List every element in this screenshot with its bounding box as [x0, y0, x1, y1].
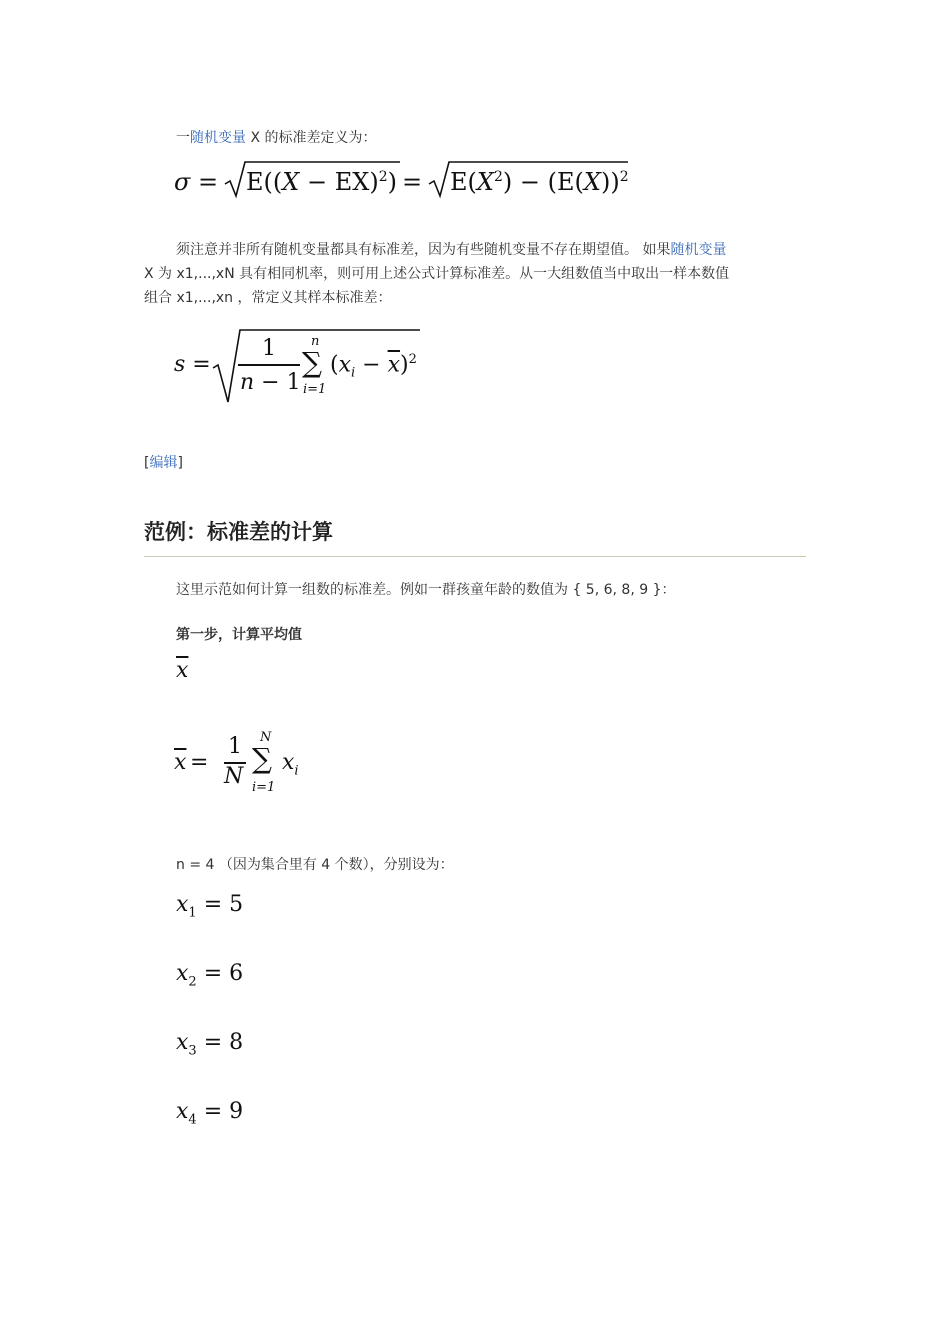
var-x-i: x: [282, 750, 295, 775]
paren-close-4: ): [400, 352, 409, 378]
sub-1: 1: [188, 905, 197, 921]
var-x2: x: [176, 961, 189, 986]
square-exp-4: 2: [408, 352, 417, 367]
ex-term: EX: [334, 168, 370, 196]
expectation-e-2: E(: [450, 168, 477, 196]
edit-section: [144, 451, 183, 475]
fraction-numerator: 1: [262, 336, 276, 361]
sub-2: 2: [188, 974, 197, 990]
var-x: X: [282, 168, 300, 196]
intro-prefix: 一: [176, 130, 190, 146]
square-exp-3: 2: [619, 169, 629, 185]
fraction-num-2: 1: [228, 734, 242, 759]
square-exp-2: 2: [493, 169, 503, 185]
minus-sign-2: −: [355, 352, 388, 378]
sigma-symbol: σ =: [174, 168, 219, 196]
sum-upper: n: [311, 334, 320, 349]
sum-lower: i=1: [303, 382, 327, 397]
paren-close-3: )): [600, 168, 620, 196]
paren-close: ): [369, 168, 379, 196]
random-variable-link[interactable]: 随机变量: [190, 130, 246, 146]
s-symbol: s =: [174, 352, 211, 377]
x-bar-3: $\overline{x}$: [174, 750, 187, 775]
x-bar-symbol: [176, 658, 188, 683]
bracket-close: ]: [177, 455, 183, 471]
sum-lower-2: i=1: [252, 780, 276, 795]
mean-formula: [174, 730, 334, 800]
intro-line: [176, 126, 377, 150]
value-row: [176, 961, 243, 989]
intro-suffix: X 的标准差定义为：: [246, 130, 377, 146]
value-row: [176, 892, 243, 920]
sub-i: i: [351, 365, 356, 381]
value-x2: 6: [229, 961, 244, 986]
equals-sign-2: =: [190, 750, 209, 775]
minus-term: ) − (: [502, 168, 557, 196]
expectation-e: E: [246, 168, 264, 196]
equals-x4: =: [196, 1099, 230, 1124]
sum-upper-2: N: [260, 730, 272, 745]
var-x1: x: [176, 892, 189, 917]
minus-sign: −: [299, 168, 335, 196]
para2-text: 须注意并非所有随机变量都具有标准差，因为有些随机变量不存在期望值。 如果: [176, 242, 671, 258]
equals-x2: =: [196, 961, 230, 986]
equals-sign: =: [402, 168, 423, 196]
bracket-open: [: [144, 455, 150, 471]
edit-link[interactable]: 编辑: [149, 455, 178, 471]
fraction-bar: [238, 364, 300, 366]
paren-open-2: (: [330, 352, 339, 378]
sum-symbol-2: ∑: [252, 742, 272, 775]
equals-x1: =: [196, 892, 230, 917]
square-exp: 2: [378, 169, 388, 185]
value-row: [176, 1099, 243, 1127]
para2-line3: 组合 x1,...,xn ，常定义其样本标准差：: [144, 290, 392, 306]
denominator-n: n: [240, 370, 255, 395]
sample-std-formula: [174, 328, 434, 408]
var-x3: x: [176, 1030, 189, 1055]
random-variable-link-2[interactable]: 随机变量: [670, 242, 727, 258]
section-title: 范例：标准差的计算: [144, 520, 333, 544]
example-intro: 这里示范如何计算一组数的标准差。例如一群孩童年龄的数值为 { 5, 6, 8, 9 }：: [176, 582, 676, 598]
para2-line1: [176, 238, 726, 262]
paren-close-2: ): [387, 168, 398, 196]
paren-open: ((: [263, 168, 283, 196]
x-bar: $\overline{x}$: [387, 352, 401, 378]
value-x3: 8: [229, 1030, 244, 1055]
sub-4: 4: [188, 1112, 197, 1128]
var-x4: x: [176, 1099, 189, 1124]
fraction-den-2: N: [224, 764, 244, 789]
value-row: [176, 1030, 243, 1058]
var-x-2: X: [476, 168, 494, 196]
value-x4: 9: [229, 1099, 244, 1124]
var-xi: x: [338, 352, 352, 378]
sum-symbol: ∑: [302, 346, 322, 379]
denominator-rest: − 1: [254, 370, 301, 395]
equals-x3: =: [196, 1030, 230, 1055]
sub-3: 3: [188, 1043, 197, 1059]
var-x-3: X: [583, 168, 601, 196]
para2-line2: X 为 x1,...,xN 具有相同机率，则可用上述公式计算标准差。从一大组数值当中取出一样本数值: [144, 266, 730, 282]
value-x1: 5: [229, 892, 244, 917]
x-bar-2: $\overline{x}$: [176, 658, 189, 683]
step1-heading: 第一步，计算平均值: [176, 627, 302, 643]
n-count-text: n = 4 （因为集合里有 4 个数），分别设为：: [176, 857, 454, 873]
sub-i-2: i: [294, 763, 299, 779]
section-divider: [144, 556, 806, 557]
expectation-e-3: E(: [557, 168, 584, 196]
